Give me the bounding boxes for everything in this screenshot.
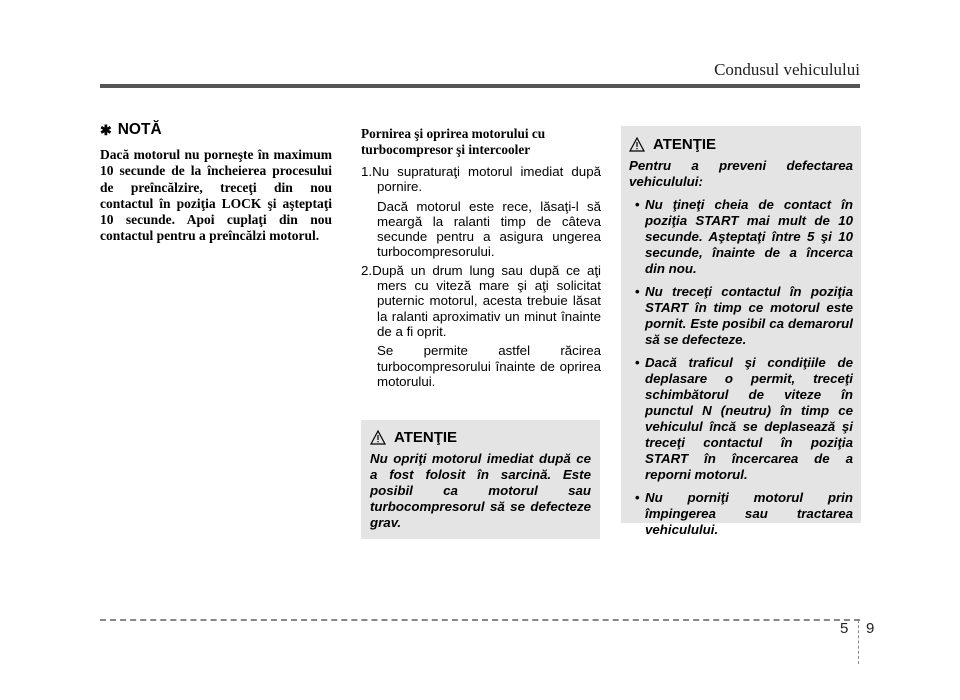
caution-intro: Pentru a preveni defectarea vehiculului: bbox=[629, 158, 853, 189]
section-number: 5 bbox=[840, 620, 849, 637]
caution-title: ATENŢIE bbox=[394, 429, 458, 446]
note-section bbox=[100, 121, 332, 245]
header-rule bbox=[100, 84, 860, 88]
warning-triangle-icon bbox=[629, 137, 645, 152]
caution-heading bbox=[629, 136, 853, 153]
list-item: 2.După un drum lung sau după ce aţi mers cu viteză mare şi aţi solicitat puternic motorul, acesta trebuie lăsat la ralanti aproximativ un minut înainte de a fi oprit. bbox=[361, 262, 601, 339]
page-number: 9 bbox=[866, 620, 875, 637]
section-heading: Pornirea şi oprirea motorului cu turbocompresor şi intercooler bbox=[361, 126, 546, 157]
caution-title: ATENŢIE bbox=[653, 136, 717, 153]
page-header-title: Condusul vehiculului bbox=[714, 60, 860, 79]
caution-bullet: • Nu ţineţi cheia de contact în poziţia START mai mult de 10 secunde. Aşteptaţi între 5 şi 10 secunde, înainte de a încerca din nou. bbox=[635, 197, 853, 276]
instructions-section bbox=[361, 126, 601, 392]
caution-bullet: • Nu treceţi contactul în poziţia START în timp ce motorul este pornit. Este posibil ca demarorul să se defecteze. bbox=[635, 284, 853, 347]
page-number-separator bbox=[858, 620, 859, 664]
note-title: NOTĂ bbox=[117, 121, 162, 138]
caution-bullet: • Nu porniţi motorul prin împingerea sau tractarea vehiculului. bbox=[635, 490, 853, 537]
note-body: Dacă motorul nu porneşte în maximum 10 secunde de la încheierea procesului de preîncălzire, treceţi din nou contactul în poziţia LOCK şi aşteptaţi 10 secunde. Apoi cuplaţi din nou contactul pentru a preîncălzi motorul. bbox=[100, 147, 332, 244]
list-item-subparagraph: Se permite astfel răcirea turbocompresorului înainte de oprirea motorului. bbox=[377, 343, 601, 389]
footer-rule bbox=[100, 619, 860, 621]
caution-box-small bbox=[361, 420, 600, 539]
caution-heading bbox=[370, 429, 591, 446]
asterisk-icon: ✱ bbox=[100, 121, 112, 138]
warning-triangle-icon bbox=[370, 430, 386, 445]
list-item-subparagraph: Dacă motorul este rece, lăsaţi-l să meargă la ralanti timp de câteva secunde pentru a asigura ungerea turbocompresorului. bbox=[377, 198, 601, 260]
list-item: 1.Nu supraturaţi motorul imediat după pornire. bbox=[361, 164, 601, 195]
caution-box-large bbox=[621, 126, 861, 537]
caution-bullet: • Dacă traficul şi condiţiile de deplasare o permit, treceţi schimbătorul de viteze în punctul N (neutru) în timp ce vehiculul încă se deplasează şi treceţi contactul în poziţia START în încercarea de a reporni motorul. bbox=[635, 355, 853, 482]
caution-text: Nu opriţi motorul imediat după ce a fost folosit în sarcină. Este posibil ca motorul sau turbocompresorul să se defecteze grav. bbox=[370, 451, 591, 530]
note-heading bbox=[100, 121, 332, 139]
